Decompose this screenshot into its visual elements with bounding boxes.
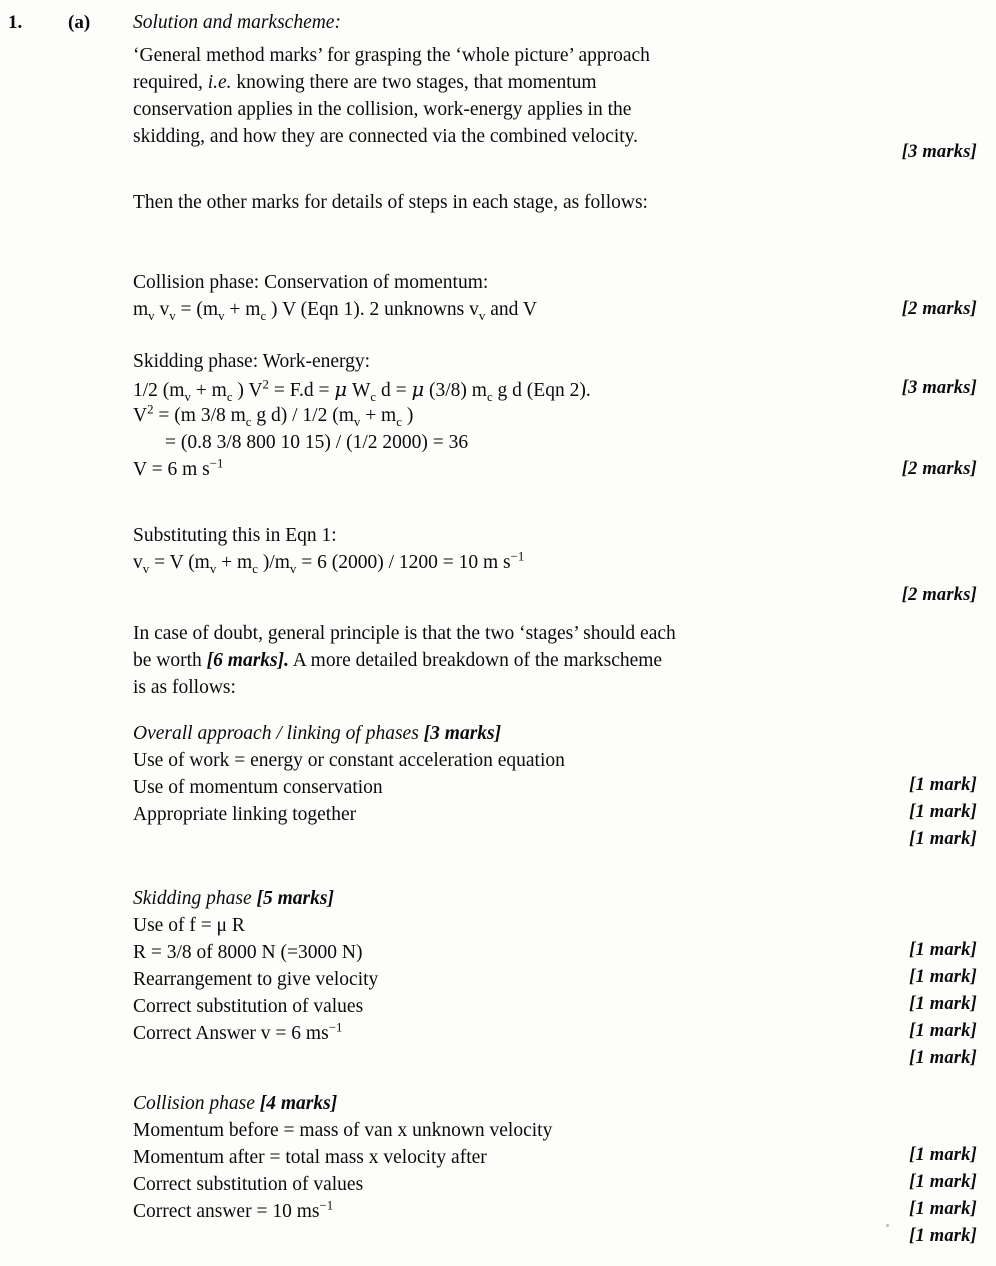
breakdown-row-label: R = 3/8 of 8000 N (=3000 N) [133, 942, 363, 963]
breakdown-row-marks: [1 mark] [909, 1048, 977, 1068]
mu-symbol: μ [334, 378, 348, 401]
eq-part: ) [401, 405, 414, 426]
eq-sup: −1 [510, 549, 525, 564]
breakdown-row-text [133, 1120, 833, 1142]
question-part: (a) [68, 12, 91, 33]
eq-part: + m [216, 552, 253, 573]
eq-part: + m [190, 380, 227, 401]
eq-sub: c [396, 414, 402, 429]
breakdown-row-text [133, 942, 833, 964]
solution-heading: Solution and markscheme: [133, 12, 341, 33]
intro-line-2-ie: i.e. [207, 72, 232, 93]
eq-part: )/m [257, 552, 290, 573]
breakdown-row-text [133, 1020, 833, 1045]
breakdown-row-marks: [1 mark] [909, 1145, 977, 1165]
skidding-equation-2 [133, 402, 833, 429]
breakdown-row-label: Use of f = μ R [133, 915, 245, 936]
eq-part: ) V (Eqn 1). 2 unknowns v [266, 299, 479, 320]
scan-speck [886, 1224, 889, 1227]
doubt-line-2 [133, 647, 833, 674]
collision-phase-title: Collision phase: Conservation of momentum: [133, 272, 489, 293]
substituting-equation [133, 549, 833, 576]
eq-part: = F.d = [268, 380, 335, 401]
eq-part: V = 6 m s [133, 459, 210, 480]
doubt-line-1: In case of doubt, general principle is that the two ‘stages’ should each [133, 623, 676, 644]
eq-sub: v [478, 308, 486, 323]
eq-part: g d (Eqn 2). [492, 380, 591, 401]
eq-sub: c [245, 414, 252, 429]
breakdown-row-label: Correct substitution of values [133, 996, 364, 1017]
eq-part: = (m [175, 299, 219, 320]
eq-part: V [133, 405, 148, 426]
eq-part: = (m 3/8 m [153, 405, 246, 426]
breakdown-row-marks: [1 mark] [909, 1226, 977, 1246]
question-number: 1. [8, 12, 23, 33]
substituting-marks: [2 marks] [901, 585, 977, 605]
breakdown-row-label: Rearrangement to give velocity [133, 969, 379, 990]
intro-line-3: conservation applies in the collision, work-energy applies in the [133, 99, 632, 120]
eq-sup: 2 [262, 377, 269, 392]
intro-line-2-b: knowing there are two stages, that momentum [231, 72, 597, 93]
then-line: Then the other marks for details of steps in each stage, as follows: [133, 192, 648, 213]
breakdown-row-marks: [1 mark] [909, 940, 977, 960]
breakdown-heading [133, 723, 833, 745]
collision-phase-equation [133, 299, 833, 321]
skidding-equation-1-marks: [3 marks] [901, 378, 977, 398]
eq-sub: c [260, 308, 267, 323]
doubt-line-2-marks: [6 marks]. [206, 650, 289, 671]
doubt-paragraph [133, 620, 833, 701]
eq-part: + m [360, 405, 397, 426]
eq-sub: v [148, 308, 155, 323]
eq-sub: v [353, 414, 361, 429]
breakdown-row-text [133, 777, 833, 799]
breakdown-row-marks: [1 mark] [909, 1021, 977, 1041]
breakdown-row-label: Momentum before = mass of van x unknown velocity [133, 1120, 553, 1141]
skidding-phase-title: Skidding phase: Work-energy: [133, 351, 371, 372]
mu-symbol: μ [411, 378, 425, 401]
breakdown-heading [133, 888, 833, 910]
breakdown-row-marks: [1 mark] [909, 802, 977, 822]
breakdown-row-label: Correct substitution of values [133, 1174, 364, 1195]
breakdown-row-text [133, 915, 833, 937]
breakdown-row-text [133, 750, 833, 772]
breakdown-heading-label: Overall approach / linking of phases [133, 723, 424, 744]
eq-sub: v [169, 308, 176, 323]
eq-sub: v [184, 389, 191, 404]
eq-sub: v [289, 561, 297, 576]
breakdown-row-marks: [1 mark] [909, 1199, 977, 1219]
doubt-line-3: is as follows: [133, 677, 236, 698]
breakdown-row-label: Use of work = energy or constant acceleration equation [133, 750, 565, 771]
doubt-line-2-a: be worth [133, 650, 207, 671]
breakdown-heading-marks: [4 marks] [259, 1093, 338, 1114]
eq-sub: v [142, 561, 150, 576]
intro-paragraph [133, 42, 833, 150]
eq-part: d = [376, 380, 412, 401]
breakdown-row-marks: [1 mark] [909, 994, 977, 1014]
skidding-equation-1 [133, 378, 833, 402]
eq-sub: c [226, 389, 233, 404]
breakdown-row-marks: [1 mark] [909, 967, 977, 987]
eq-part: = 6 (2000) / 1200 = 10 m s [296, 552, 511, 573]
breakdown-row-text [133, 804, 833, 826]
breakdown-row-label: Momentum after = total mass x velocity after [133, 1147, 487, 1168]
intro-marks: [3 marks] [901, 142, 977, 162]
intro-line-4: skidding, and how they are connected via the combined velocity. [133, 126, 639, 147]
breakdown-row-superscript: −1 [319, 1198, 334, 1213]
breakdown-row-text [133, 1147, 833, 1169]
collision-phase-marks: [2 marks] [901, 299, 977, 319]
eq-part: = V (m [149, 552, 210, 573]
substituting-title: Substituting this in Eqn 1: [133, 525, 337, 546]
eq-sup: −1 [209, 456, 224, 471]
breakdown-row-label: Use of momentum conservation [133, 777, 383, 798]
breakdown-row-text [133, 1174, 833, 1196]
eq-part: + m [224, 299, 261, 320]
eq-part: v [154, 299, 170, 320]
breakdown-row-text [133, 996, 833, 1018]
breakdown-row-marks: [1 mark] [909, 1172, 977, 1192]
breakdown-row-label: Appropriate linking together [133, 804, 357, 825]
intro-line-1: ‘General method marks’ for grasping the ‘whole picture’ approach [133, 45, 650, 66]
breakdown-row-text [133, 1198, 833, 1223]
breakdown-heading [133, 1093, 833, 1115]
intro-line-2 [133, 69, 833, 96]
eq-part: and V [485, 299, 537, 320]
eq-part: 1/2 (m [133, 380, 185, 401]
skidding-equation-3: = (0.8 3/8 800 10 15) / (1/2 2000) = 36 [165, 432, 469, 453]
skidding-equation-4-marks: [2 marks] [901, 459, 977, 479]
eq-sup: 2 [147, 402, 154, 417]
eq-sub: v [218, 308, 225, 323]
breakdown-row-label: Correct Answer v = 6 ms [133, 1023, 329, 1044]
breakdown-heading-marks: [3 marks] [423, 723, 502, 744]
breakdown-heading-marks: [5 marks] [256, 888, 334, 909]
eq-sub: c [252, 561, 258, 576]
eq-sub: c [486, 389, 493, 404]
breakdown-row-label: Correct answer = 10 ms [133, 1201, 320, 1222]
breakdown-row-marks: [1 mark] [909, 775, 977, 795]
intro-line-2-a: required, [133, 72, 208, 93]
eq-part: m [133, 299, 149, 320]
breakdown-row-text [133, 969, 833, 991]
skidding-equation-4 [133, 456, 833, 481]
breakdown-heading-label: Skidding phase [133, 888, 257, 909]
breakdown-row-superscript: −1 [328, 1020, 343, 1035]
eq-part: (3/8) m [424, 380, 487, 401]
eq-part: W [347, 380, 371, 401]
eq-part: v [133, 552, 143, 573]
eq-part: ) V [232, 380, 263, 401]
doubt-line-2-b: A more detailed breakdown of the markscheme [289, 650, 663, 671]
eq-sub: c [370, 389, 377, 404]
breakdown-row-marks: [1 mark] [909, 829, 977, 849]
eq-part: g d) / 1/2 (m [251, 405, 354, 426]
eq-sub: v [209, 561, 217, 576]
breakdown-heading-label: Collision phase [133, 1093, 260, 1114]
